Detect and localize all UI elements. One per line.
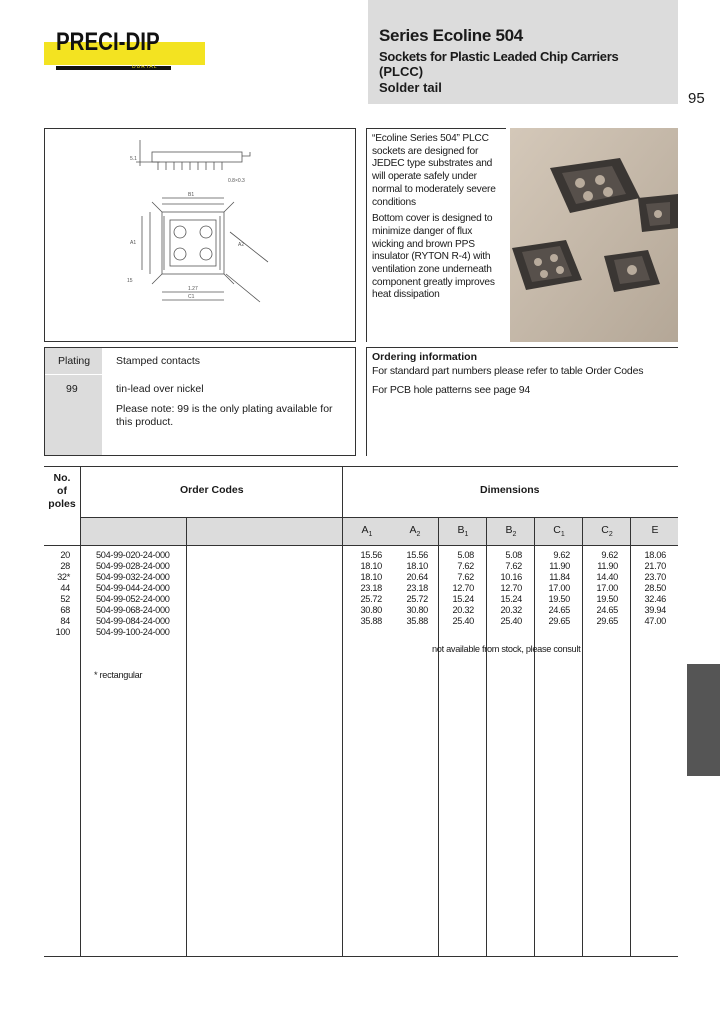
dim-cell: 29.65 xyxy=(548,616,570,626)
ordering-line-1: For standard part numbers please refer to table Order Codes xyxy=(372,365,644,377)
plating-code: 99 xyxy=(66,383,78,395)
dim-cell: 20.32 xyxy=(452,605,474,615)
dim-cell: 29.65 xyxy=(596,616,618,626)
dim-cell: 47.00 xyxy=(644,616,666,626)
dim-cell: 30.80 xyxy=(406,605,428,615)
logo-subtext: DURTAL xyxy=(132,64,158,70)
order-code-cell: 504-99-044-24-000 xyxy=(96,583,170,593)
order-codes-header: Order Codes xyxy=(180,484,244,496)
dim-col-base: B xyxy=(505,524,513,536)
table-col-rule xyxy=(80,466,81,956)
dim-cell: 10.16 xyxy=(500,572,522,582)
socket-small-right xyxy=(638,194,678,232)
product-photo xyxy=(510,128,678,342)
dim-cell: 7.62 xyxy=(505,561,522,571)
poles-header-line: No. xyxy=(53,472,71,484)
dim-column-header xyxy=(582,524,632,538)
dim-col-base: C xyxy=(601,524,609,536)
dim-side: 0.8×0.3 xyxy=(228,178,245,184)
poles-cell: 20 xyxy=(60,550,70,560)
page-title: Series Ecoline 504 xyxy=(379,26,523,45)
order-code-cell: 504-99-032-24-000 xyxy=(96,572,170,582)
dim-cell: 12.70 xyxy=(452,583,474,593)
table-top-rule xyxy=(44,466,678,467)
subtitle-line-3: Solder tail xyxy=(379,80,442,95)
dim-cell: 17.00 xyxy=(596,583,618,593)
ordering-title: Ordering information xyxy=(372,351,477,363)
dim-col-base: C xyxy=(553,524,561,536)
technical-drawing xyxy=(100,132,300,332)
dim-cell: 9.62 xyxy=(601,550,618,560)
plating-description: tin-lead over nickel xyxy=(116,383,204,395)
dim-cell: 39.94 xyxy=(644,605,666,615)
page-number: 95 xyxy=(688,90,705,107)
description-para-1: “Ecoline Series 504” PLCC sockets are designed for JEDEC type substrates and will operate safely under normal to moderately severe conditions xyxy=(372,133,496,208)
dim-cell: 12.70 xyxy=(500,583,522,593)
dim-col-sub: 1 xyxy=(368,531,373,539)
dim-cell: 35.88 xyxy=(360,616,382,626)
poles-header-line: poles xyxy=(48,498,76,510)
dim-cell: 19.50 xyxy=(596,594,618,604)
poles-header-line: of xyxy=(57,485,67,497)
poles-header xyxy=(44,472,80,511)
table-col-rule xyxy=(342,466,343,956)
dim-cell: 7.62 xyxy=(457,561,474,571)
poles-cell: 84 xyxy=(60,616,70,626)
table-footnote: * rectangular xyxy=(94,670,143,680)
dim-a1: A1 xyxy=(130,240,137,246)
dim-cell: 18.10 xyxy=(360,561,382,571)
dim-column-header xyxy=(342,524,392,538)
order-code-cell: 504-99-068-24-000 xyxy=(96,605,170,615)
ordering-line-2: For PCB hole patterns see page 94 xyxy=(372,384,531,396)
dim-cell: 21.70 xyxy=(644,561,666,571)
dim-col-sub: 1 xyxy=(560,531,565,539)
poles-cell: 28 xyxy=(60,561,70,571)
dim-cell: 17.00 xyxy=(548,583,570,593)
dim-cell: 19.50 xyxy=(548,594,570,604)
order-code-cell: 504-99-084-24-000 xyxy=(96,616,170,626)
dim-col-base: E xyxy=(651,524,659,536)
dim-cell: 23.18 xyxy=(406,583,428,593)
dim-d2: 15 xyxy=(127,278,133,284)
order-code-cell: 504-99-020-24-000 xyxy=(96,550,170,560)
dim-col-sub: 1 xyxy=(464,531,469,539)
dim-cell: 25.72 xyxy=(360,594,382,604)
brand-logo: PRECI-DIP xyxy=(56,28,160,56)
dim-col-base: A xyxy=(361,524,369,536)
dim-cell: 32.46 xyxy=(644,594,666,604)
dim-column-header xyxy=(390,524,440,538)
dim-cell: 25.40 xyxy=(452,616,474,626)
dim-cell: 11.84 xyxy=(549,572,570,582)
dim-b1: B1 xyxy=(188,192,195,198)
dim-cell: 7.62 xyxy=(457,572,474,582)
dim-cell: 18.10 xyxy=(406,561,428,571)
dim-cell: 15.24 xyxy=(452,594,474,604)
side-index-tab xyxy=(687,664,720,776)
dim-d1: 5.1 xyxy=(130,156,137,162)
dim-cell: 15.56 xyxy=(360,550,382,560)
dim-cell: 25.72 xyxy=(406,594,428,604)
order-code-cell: 504-99-028-24-000 xyxy=(96,561,170,571)
table-col-rule xyxy=(186,518,187,956)
order-code-cell: 504-99-100-24-000 xyxy=(96,627,170,637)
poles-cell: 52 xyxy=(60,594,70,604)
dim-cell: 23.18 xyxy=(360,583,382,593)
side-view xyxy=(136,140,250,170)
dim-column-header xyxy=(486,524,536,538)
poles-cell: 100 xyxy=(55,627,70,637)
dim-cell: 28.50 xyxy=(644,583,666,593)
ordering-frame xyxy=(366,347,678,456)
poles-cell: 32* xyxy=(57,572,70,582)
plating-label: Plating xyxy=(58,355,91,367)
plating-column-label: Stamped contacts xyxy=(116,355,201,367)
dim-cell: 20.32 xyxy=(500,605,522,615)
dim-cell: 15.56 xyxy=(406,550,428,560)
dim-cell: 15.24 xyxy=(500,594,522,604)
order-code-cell: 504-99-052-24-000 xyxy=(96,594,170,604)
dim-column-header xyxy=(438,524,488,538)
dim-cell: 5.08 xyxy=(505,550,522,560)
plating-note: Please note: 99 is the only plating available for this product. xyxy=(116,403,333,428)
dim-pitch: 1.27 xyxy=(188,286,198,292)
dim-col-sub: 2 xyxy=(608,531,613,539)
dim-cell: 20.64 xyxy=(406,572,428,582)
dim-cell: 30.80 xyxy=(360,605,382,615)
dim-cell: 18.06 xyxy=(644,550,666,560)
dimensions-header: Dimensions xyxy=(480,484,540,496)
dim-cell: 18.10 xyxy=(360,572,382,582)
dim-cell: 9.62 xyxy=(553,550,570,560)
dim-column-header xyxy=(630,524,680,538)
poles-cell: 44 xyxy=(60,583,70,593)
subtitle-line-1: Sockets for Plastic Leaded Chip Carriers xyxy=(379,49,619,64)
table-header-rule xyxy=(80,517,678,518)
dim-c1: C1 xyxy=(188,294,195,300)
dim-col-base: B xyxy=(457,524,465,536)
dim-col-sub: 2 xyxy=(416,531,421,539)
dim-cell: 25.40 xyxy=(500,616,522,626)
dim-cell: 23.70 xyxy=(644,572,666,582)
subtitle-line-2: (PLCC) xyxy=(379,64,424,79)
dim-cell: 14.40 xyxy=(596,572,618,582)
dim-col-base: A xyxy=(409,524,417,536)
availability-note: not available from stock, please consult xyxy=(432,644,581,654)
poles-cell: 68 xyxy=(60,605,70,615)
dim-cell: 24.65 xyxy=(596,605,618,615)
product-description xyxy=(372,133,504,306)
dim-a2: A2 xyxy=(238,242,245,248)
dim-cell: 35.88 xyxy=(406,616,428,626)
top-view xyxy=(142,198,268,302)
dim-column-header xyxy=(534,524,584,538)
dim-cell: 24.65 xyxy=(548,605,570,615)
dim-col-sub: 2 xyxy=(512,531,517,539)
dim-cell: 11.90 xyxy=(549,561,570,571)
description-para-2: Bottom cover is designed to minimize danger of flux wicking and brown PPS insulator (RYTON R-4) with ventilation zone underneath component greatly improves heat dissipation xyxy=(372,213,495,301)
dim-cell: 11.90 xyxy=(597,561,618,571)
table-bottom-rule xyxy=(44,956,678,957)
dim-cell: 5.08 xyxy=(457,550,474,560)
